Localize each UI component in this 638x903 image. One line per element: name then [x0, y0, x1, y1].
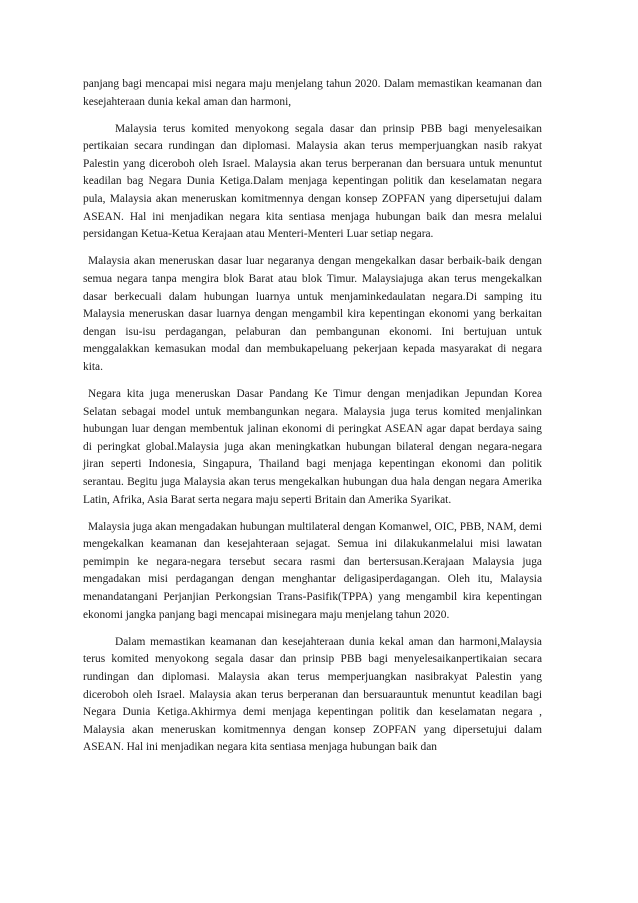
paragraph-2: Malaysia terus komited menyokong segala dasar dan prinsip PBB bagi menyelesaikan pertikaian secara rundingan dan diplomasi. Malaysia akan terus memperjuangkan nasib rakyat Palestin yang diceroboh oleh Israel. Malaysia akan terus berperanan dan bersuara untuk menuntut keadilan bag Negara Dunia Ketiga.Dalam menjaga kepentingan politik dan keselamatan negara pula, Malaysia akan meneruskan komitmennya dengan konsep ZOPFAN yang dipersetujui dalam ASEAN. Hal ini menjadikan negara kita sentiasa menjaga hubungan baik dan mesra melalui persidangan Ketua-Ketua Kerajaan atau Menteri-Menteri Luar setiap negara. [83, 122, 542, 241]
paragraph-6: Dalam memastikan keamanan dan kesejahteraan dunia kekal aman dan harmoni,Malaysia terus komited menyokong segala dasar dan prinsip PBB bagi menyelesaikanpertikaian secara rundingan dan diplomasi. Malaysia akan terus memperjuangkan nasibrakyat Palestin yang diceroboh oleh Israel. Malaysia akan terus berperanan dan bersuarauntuk menuntut keadilan bagi Negara Dunia Ketiga.Akhirmya demi menjaga kepentingan politik dan keselamatan negara , Malaysia akan meneruskan komitmennya dengan konsep ZOPFAN yang dipersetujui dalam ASEAN. Hal ini menjadikan negara kita sentiasa menjaga hubungan baik dan [83, 635, 542, 754]
paragraph-4: Negara kita juga meneruskan Dasar Pandang Ke Timur dengan menjadikan Jepundan Korea Selatan sebagai model untuk membangunkan negara. Malaysia juga terus komited menjalinkan hubungan luar dengan membentuk jalinan ekonomi di peringkat ASEAN agar dapat berdaya saing di peringkat global.Malaysia juga akan meningkatkan hubungan bilateral dengan negara-negara jiran seperti Indonesia, Singapura, Thailand bagi menjaga kepentingan ekonomi dan politik serantau. Begitu juga Malaysia akan terus mengekalkan hubungan dua hala dengan negara Amerika Latin, Afrika, Asia Barat serta negara maju seperti Britain dan Amerika Syarikat. [83, 388, 542, 506]
paragraph-1: panjang bagi mencapai misi negara maju menjelang tahun 2020. Dalam memastikan keamanan dan kesejahteraan dunia kekal aman dan harmoni, [83, 78, 542, 108]
paragraph-5: Malaysia juga akan mengadakan hubungan multilateral dengan Komanwel, OIC, PBB, NAM, demi mengekalkan keamanan dan kesejahteraan sejagat. Semua ini dilakukanmelalui misi lawatan pemimpin ke negara-negara tersebut secara rasmi dan bertersusan.Kerajaan Malaysia juga mengadakan misi perdagangan dengan menghantar deligasiperdagangan. Oleh itu, Malaysia menandatangani Perjanjian Perkongsian Trans-Pasifik(TPPA) yang mengambil kira kepentingan ekonomi jangka panjang bagi mencapai misinegara maju menjelang tahun 2020. [83, 520, 542, 621]
document-page [83, 76, 542, 766]
paragraph-3: Malaysia akan meneruskan dasar luar negaranya dengan mengekalkan dasar berbaik-baik dengan semua negara tanpa mengira blok Barat atau blok Timur. Malaysiajuga akan terus mengekalkan dasar berkecuali dalam hubungan luarnya untuk menjaminkedaulatan negara.Di samping itu Malaysia meneruskan dasar luarnya dengan mengambil kira kepentingan ekonomi yang berkaitan dengan isu-isu perdagangan, pelaburan dan pembangunan ekonomi. Ini bertujuan untuk menggalakkan kemasukan modal dan membukapeluang pekerjaan kepada masyarakat di negara kita. [83, 255, 542, 373]
